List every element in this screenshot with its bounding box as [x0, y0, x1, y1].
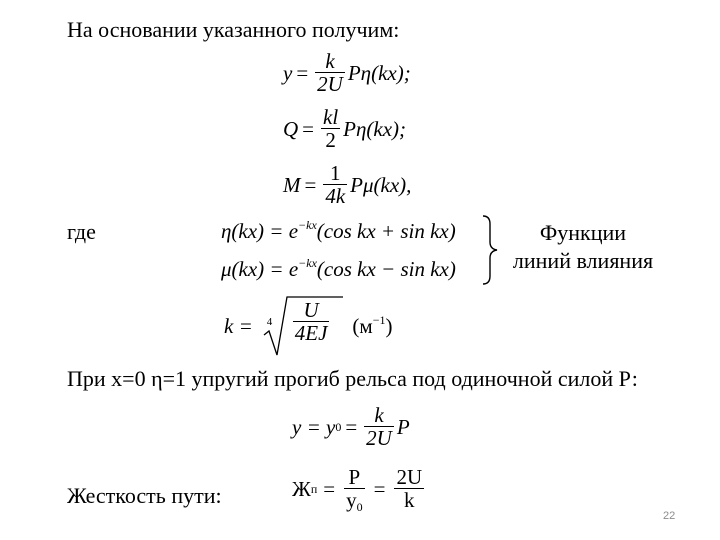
k-lhs: k = — [224, 314, 253, 338]
eq-stiff-den1-sub: 0 — [356, 500, 363, 514]
eq-m-fraction — [323, 162, 347, 207]
page-number: 22 — [663, 510, 676, 522]
k-unit: $(м^{-1})$ — [352, 313, 393, 338]
functions-label-line1: Функции — [539, 220, 627, 245]
eq-y0-lhs: y = y — [292, 414, 336, 439]
functions-label-line2: линий влияния — [512, 248, 654, 273]
eq-stiff-num1: P — [348, 465, 361, 489]
eq-y0-fraction — [364, 404, 394, 449]
where-label: где — [67, 219, 96, 244]
eq-m-num: 1 — [330, 161, 341, 185]
eq-q-lhs: Q — [283, 116, 299, 141]
k-num: U — [303, 298, 319, 322]
eq-m-lhs: M — [283, 172, 301, 197]
eq-y-fraction — [315, 50, 345, 95]
eq-m-rest: Pμ(kx), — [350, 172, 412, 197]
stiffness-label: Жесткость пути: — [67, 483, 222, 508]
eq-y0-den: 2U — [366, 426, 392, 450]
eq-y0-sub: 0 — [335, 419, 342, 434]
k-equation — [224, 295, 392, 357]
eq-stiff-lhs: Ж — [292, 476, 311, 501]
eq-y-lhs: y — [283, 60, 293, 85]
eq-stiff-num2: 2U — [396, 465, 423, 489]
eq-q-rest: Pη(kx); — [343, 116, 407, 141]
eq-y-rest: Pη(kx); — [347, 60, 411, 85]
eq-y-num: k — [325, 49, 335, 73]
eq-stiff-den1: y — [346, 488, 357, 512]
heading: На основании указанного получим: — [67, 17, 400, 42]
mu-equation — [221, 257, 456, 281]
root-index: 4 — [266, 316, 273, 328]
eq-y-den: 2U — [317, 72, 343, 96]
root — [257, 295, 333, 357]
functions-label — [498, 219, 668, 275]
equation-y: y = $\frac{k}{2U}$ Pη(kx); — [283, 49, 411, 96]
statement: При х=0 η=1 упругий прогиб рельса под одиночной силой Р: — [67, 366, 638, 391]
mu-lhs: μ(kx) = e — [221, 257, 299, 281]
eta-exp: −kx — [298, 218, 317, 232]
radical-sign-icon — [257, 295, 343, 357]
eq-q-num: kl — [323, 105, 339, 129]
mu-exp: −kx — [298, 256, 317, 270]
eq-q-fraction — [321, 106, 340, 151]
eq-m-den: 4k — [325, 184, 346, 208]
eq-stiff-fraction-1 — [344, 465, 365, 514]
eq-q-den: 2 — [325, 128, 336, 152]
eq-stiff-fraction-2 — [394, 466, 424, 511]
k-den: 4EJ — [294, 321, 328, 345]
eq-y0-num: k — [374, 403, 384, 427]
equation-stiffness: Ж п = $\frac{P}{y_0}$ = $\frac{2U}{k}$ — [292, 465, 423, 514]
eq-stiff-den2: k — [404, 488, 415, 512]
equation-m: M = $\frac{1}{4k}$ Pμ(kx), — [283, 161, 412, 208]
eta-rest: (cos kx + sin kx) — [316, 219, 456, 243]
equation-q: Q = $\frac{kl}{2}$ Pη(kx); — [283, 105, 407, 152]
eta-equation — [221, 219, 456, 243]
eq-y0-rest: P — [396, 414, 410, 439]
eta-lhs: η(kx) = e — [221, 219, 299, 243]
equation-y0: y = y 0 = $\frac{k}{2U}$ P — [292, 403, 410, 450]
mu-rest: (cos kx − sin kx) — [316, 257, 456, 281]
eq-stiff-sub: п — [310, 481, 318, 496]
